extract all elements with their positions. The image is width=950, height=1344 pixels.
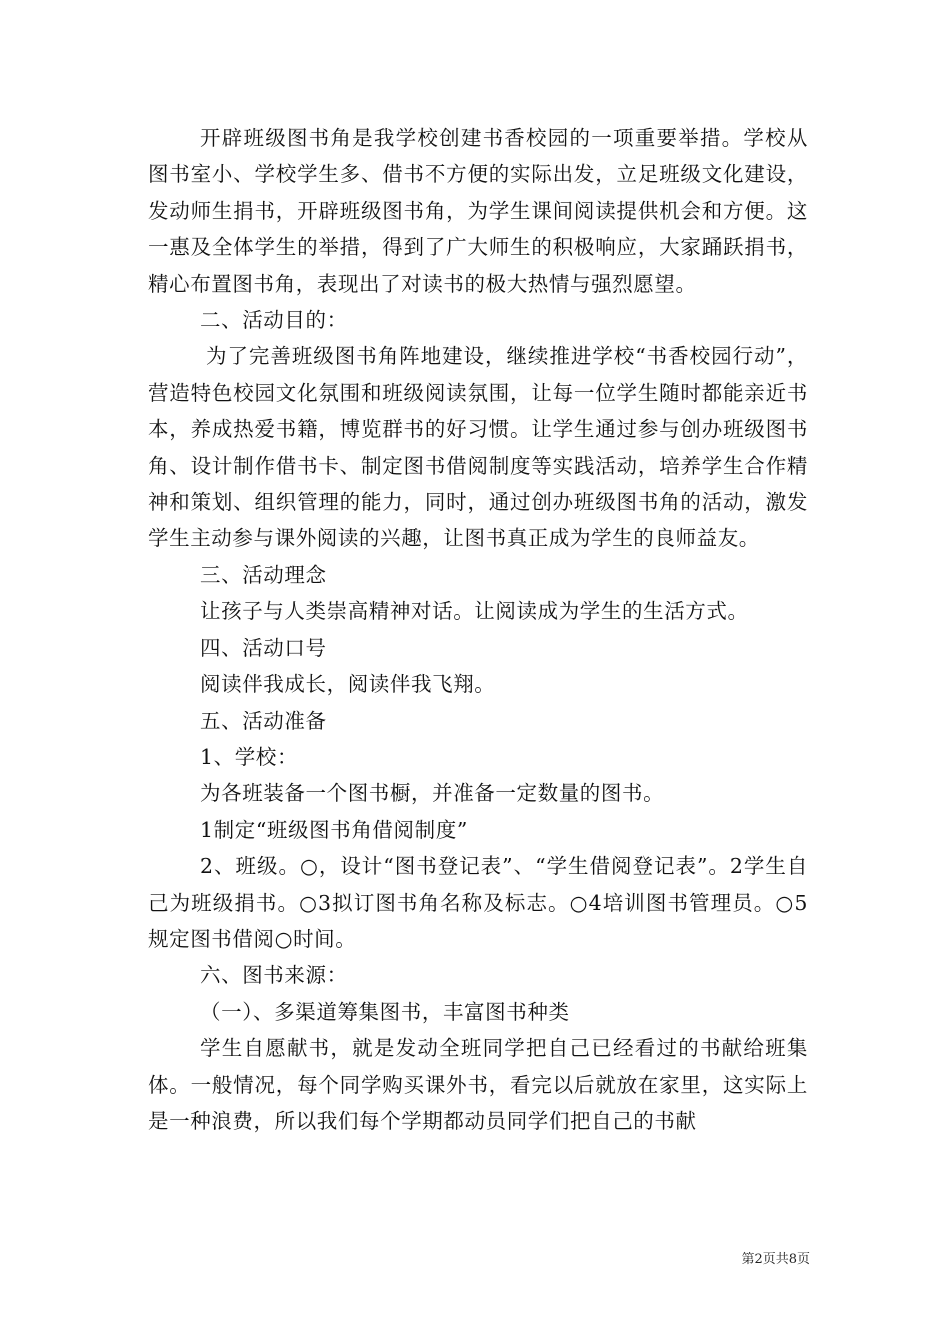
donation-paragraph: 学生自愿献书，就是发动全班同学把自己已经看过的书献给班集体。一般情况，每个同学购买课外书，看完以后就放在家里，这实际上是一种浪费，所以我们每个学期都动员同学们把自己的书献: [148, 1036, 808, 1133]
section-heading-purpose: 二、活动目的：: [200, 308, 348, 333]
subheading-collect-books: （一）、多渠道筹集图书，丰富图书种类: [200, 999, 570, 1024]
subheading-school: 1、学校：: [200, 744, 299, 769]
document-body: [148, 120, 808, 1139]
purpose-paragraph: 为了完善班级图书角阵地建设，继续推进学校“书香校园行动”，营造特色校园文化氛围和班级阅读氛围，让每一位学生随时都能亲近书本，养成热爱书籍，博览群书的好习惯。让学生通过参与创办班级图书角、设计制作借书卡、制定图书借阅制度等实践活动，培养学生合作精神和策划、组织管理的能力，同时，通过创办班级图书角的活动，激发学生主动参与课外阅读的兴趣，让图书真正成为学生的良师益友。: [148, 344, 808, 551]
section-heading-slogan: 四、活动口号: [200, 635, 327, 660]
section-heading-preparation: 五、活动准备: [200, 708, 327, 733]
page-number: 第2页共8页: [741, 1252, 810, 1267]
concept-paragraph: 让孩子与人类崇高精神对话。让阅读成为学生的生活方式。: [200, 599, 749, 624]
class-paragraph: 2、班级。○，设计“图书登记表”、“学生借阅登记表”。2学生自己为班级捐书。○3拟订图书角名称及标志。○4培训图书管理员。○5规定图书借阅○时间。: [148, 854, 808, 951]
section-heading-concept: 三、活动理念: [200, 562, 327, 587]
section-heading-sources: 六、图书来源：: [200, 963, 348, 988]
school-paragraph: 为各班装备一个图书橱，并准备一定数量的图书。: [200, 781, 665, 806]
rule-paragraph: 1制定“班级图书角借阅制度”: [200, 817, 468, 842]
slogan-paragraph: 阅读伴我成长，阅读伴我飞翔。: [200, 672, 496, 697]
intro-paragraph: 开辟班级图书角是我学校创建书香校园的一项重要举措。学校从图书室小、学校学生多、借书不方便的实际出发，立足班级文化建设，发动师生捐书，开辟班级图书角，为学生课间阅读提供机会和方便。这一惠及全体学生的举措，得到了广大师生的积极响应，大家踊跃捐书，精心布置图书角，表现出了对读书的极大热情与强烈愿望。: [148, 126, 808, 296]
